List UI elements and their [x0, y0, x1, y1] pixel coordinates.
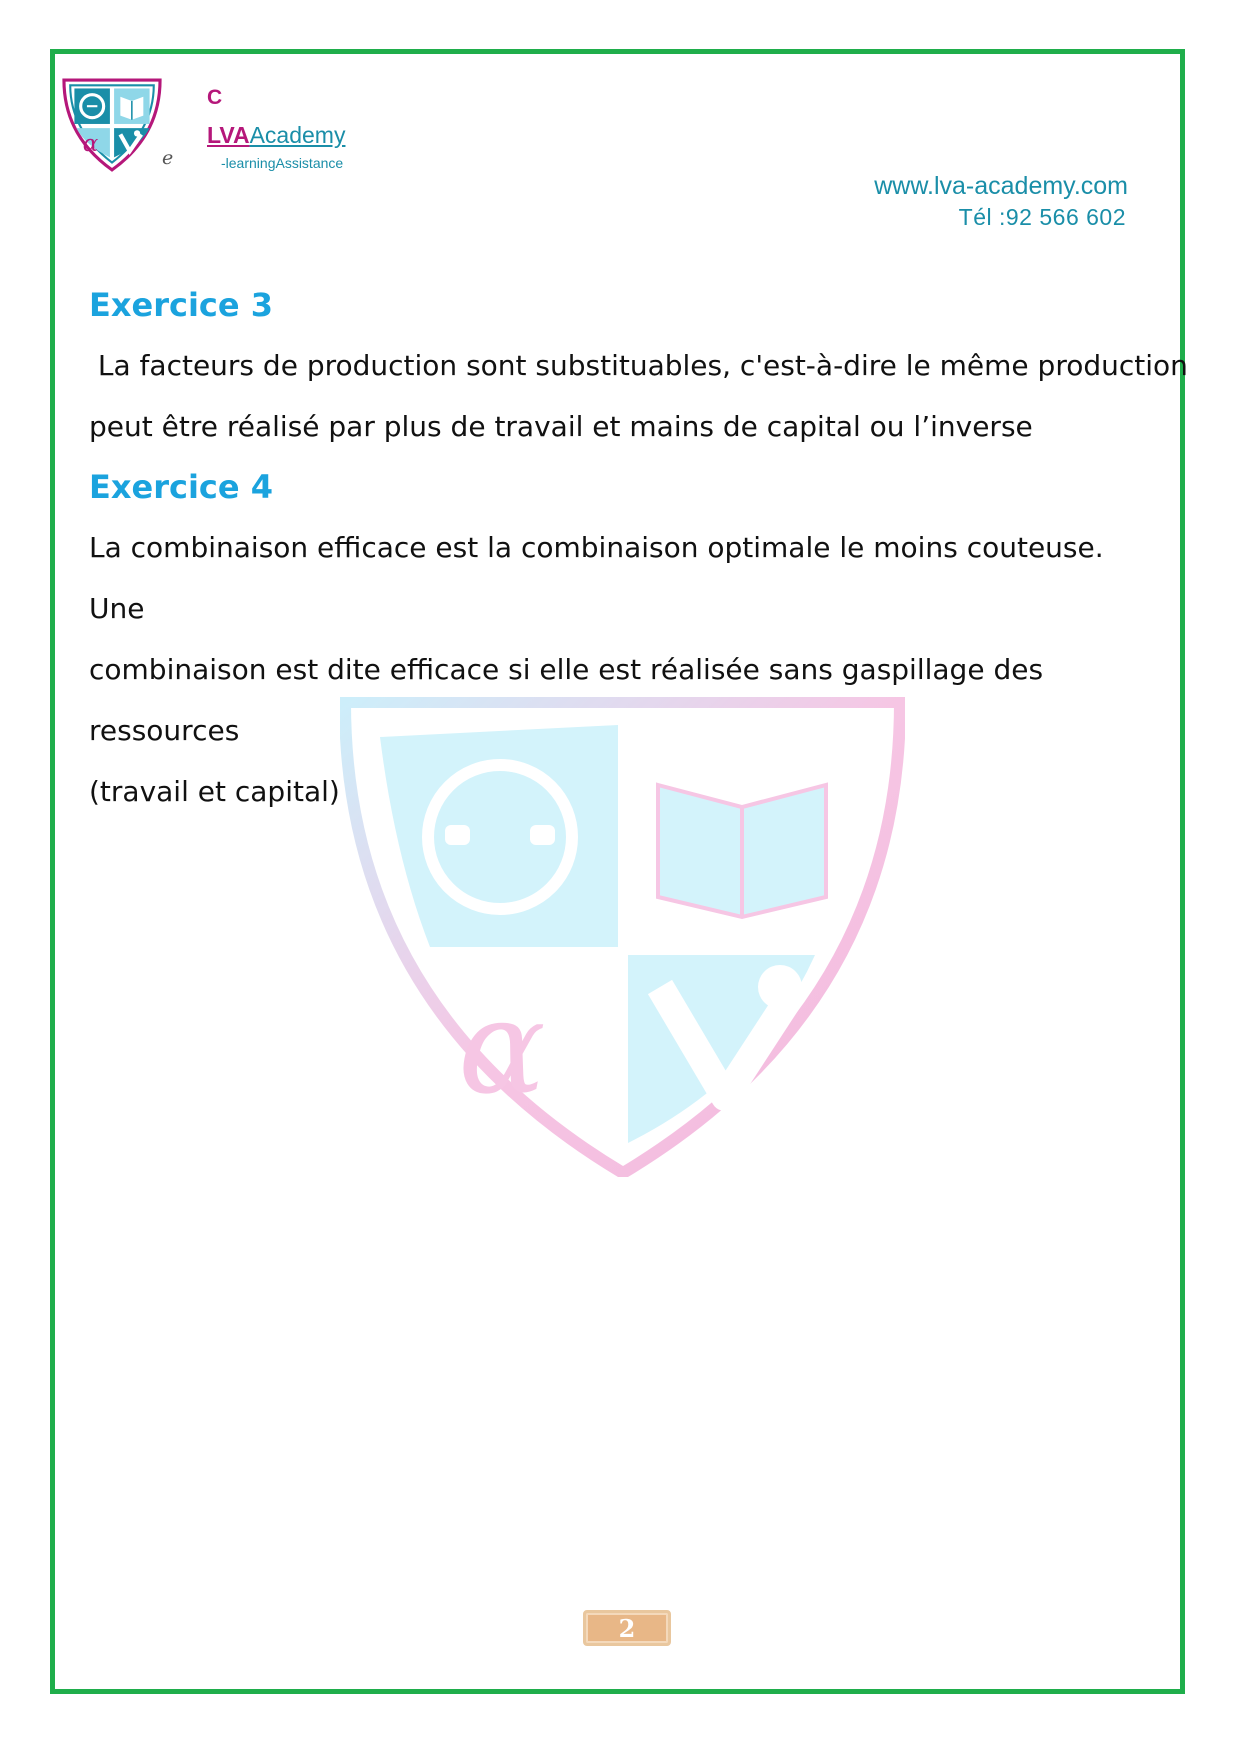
document-body [89, 275, 1188, 822]
brand-e-letter: e [162, 147, 174, 169]
watermark-alpha: α [458, 971, 546, 1123]
paragraph-line: peut être réalisé par plus de travail et mains de capital ou l’inverse [89, 410, 1033, 443]
alpha-glyph: α [82, 131, 99, 158]
paragraph-line: combinaison est dite efficace si elle est réalisée sans gaspillage des ressources [89, 653, 1044, 747]
paragraph-line: La combinaison efficace est la combinaison optimale le moins couteuse. Une [89, 531, 1104, 625]
section-heading-exercice-3: Exercice 3 [89, 286, 273, 324]
brand-initial: C [207, 86, 223, 109]
brand-tagline: -learningAssistance [221, 155, 344, 171]
section-heading-exercice-4: Exercice 4 [89, 468, 273, 506]
paragraph-line: La facteurs de production sont substituables, c'est-à-dire le même production [89, 349, 1188, 382]
website-link[interactable]: www.lva-academy.com [874, 172, 1128, 200]
paragraph-line: (travail et capital) [89, 775, 340, 808]
phone-number: Tél :92 566 602 [958, 204, 1126, 230]
lva-academy-logo [58, 78, 166, 172]
brand-academy: Academy [249, 122, 346, 148]
brand-lva: LVA [207, 122, 250, 148]
brand-name [207, 122, 345, 149]
page-number-badge: 2 [583, 1610, 671, 1646]
